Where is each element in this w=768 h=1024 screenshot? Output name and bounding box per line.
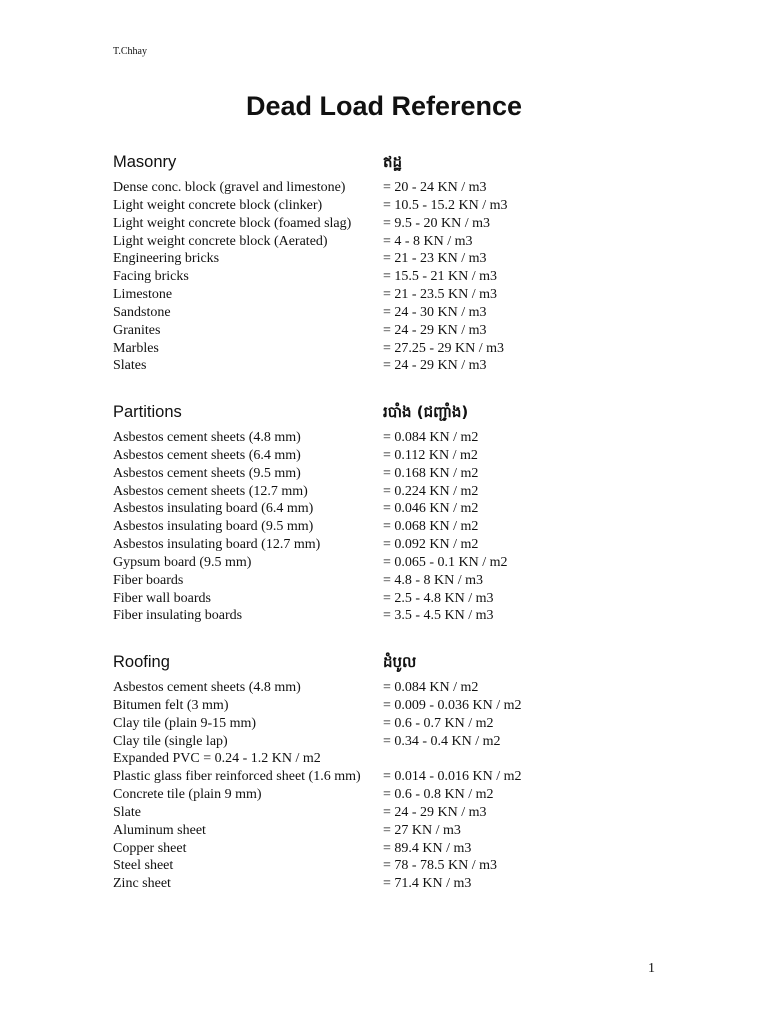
load-value: = 0.092 KN / m2 — [383, 537, 479, 553]
load-row — [113, 679, 673, 697]
load-value: = 0.168 KN / m2 — [383, 465, 479, 481]
load-list — [113, 429, 673, 625]
material-name: Slate — [113, 804, 141, 820]
load-row — [113, 483, 673, 501]
document-title: Dead Load Reference — [245, 91, 523, 121]
load-row — [113, 268, 673, 286]
material-name: Sandstone — [113, 304, 171, 320]
load-row — [113, 179, 673, 197]
material-name: Asbestos insulating board (9.5 mm) — [113, 519, 314, 535]
load-value: = 24 - 29 KN / m3 — [383, 804, 487, 820]
load-row — [113, 215, 673, 233]
load-value: = 89.4 KN / m3 — [383, 840, 472, 856]
material-name: Concrete tile (plain 9 mm) — [113, 787, 262, 803]
load-row — [113, 500, 673, 518]
load-row — [113, 697, 673, 715]
material-name: Steel sheet — [113, 858, 174, 874]
load-row — [113, 590, 673, 608]
load-value: = 3.5 - 4.5 KN / m3 — [383, 608, 494, 624]
load-row — [113, 286, 673, 304]
material-name: Bitumen felt (3 mm) — [113, 697, 229, 713]
material-name: Asbestos cement sheets (4.8 mm) — [113, 430, 301, 445]
load-value: = 0.224 KN / m2 — [383, 483, 479, 499]
load-row — [113, 197, 673, 215]
load-row — [113, 768, 673, 786]
load-value: = 0.014 - 0.016 KN / m2 — [383, 769, 522, 785]
section-heading — [113, 153, 673, 179]
load-value: = 4 - 8 KN / m3 — [383, 233, 473, 249]
section-title: Masonry — [113, 153, 177, 171]
load-value: = 0.34 - 0.4 KN / m2 — [383, 733, 501, 749]
load-row — [113, 607, 673, 625]
load-value: = 0.6 - 0.8 KN / m2 — [383, 787, 494, 803]
section-roofing — [113, 653, 673, 893]
load-list — [113, 179, 673, 375]
load-row — [113, 733, 673, 751]
material-name: Asbestos cement sheets (9.5 mm) — [113, 465, 301, 481]
section-title-khmer: ឥដ្ឋ — [383, 153, 403, 171]
section-title-khmer: របាំង (ជញ្ជាំង) — [383, 403, 469, 421]
load-row — [113, 447, 673, 465]
material-name: Engineering bricks — [113, 251, 220, 267]
section-masonry — [113, 153, 673, 375]
load-value: = 0.6 - 0.7 KN / m2 — [383, 715, 494, 731]
material-name: Light weight concrete block (clinker) — [113, 197, 323, 213]
section-heading — [113, 403, 673, 429]
material-name: Plastic glass fiber reinforced sheet (1.6 mm) — [113, 769, 361, 785]
material-name: Fiber insulating boards — [113, 608, 243, 624]
material-name: Clay tile (single lap) — [113, 733, 228, 749]
material-name: Asbestos cement sheets (4.8 mm) — [113, 680, 301, 695]
load-value: = 27.25 - 29 KN / m3 — [383, 340, 505, 356]
load-row — [113, 250, 673, 268]
load-value: = 24 - 29 KN / m3 — [383, 322, 487, 338]
author-name: T.Chhay — [113, 46, 147, 57]
load-row — [113, 554, 673, 572]
load-row — [113, 875, 673, 893]
page-number: 1 — [648, 961, 655, 976]
load-row — [113, 804, 673, 822]
material-name: Fiber wall boards — [113, 590, 211, 606]
material-name: Limestone — [113, 287, 173, 303]
load-row — [113, 304, 673, 322]
load-row — [113, 822, 673, 840]
load-row — [113, 715, 673, 733]
load-value: = 0.068 KN / m2 — [383, 519, 479, 535]
material-name: Gypsum board (9.5 mm) — [113, 554, 252, 570]
material-name: Light weight concrete block (foamed slag) — [113, 215, 352, 231]
load-value: = 21 - 23.5 KN / m3 — [383, 287, 498, 303]
load-value: = 4.8 - 8 KN / m3 — [383, 572, 484, 588]
material-name: Fiber boards — [113, 572, 184, 588]
section-title-khmer: ដំបូល — [383, 653, 417, 671]
section-heading — [113, 653, 673, 679]
load-row — [113, 750, 673, 768]
load-row — [113, 465, 673, 483]
load-value: = 71.4 KN / m3 — [383, 876, 472, 892]
load-value: = 0.112 KN / m2 — [383, 447, 478, 463]
load-row — [113, 572, 673, 590]
material-name: Granites — [113, 322, 161, 338]
load-row — [113, 233, 673, 251]
load-list — [113, 679, 673, 893]
load-value: = 0.084 KN / m2 — [383, 680, 479, 695]
material-name: Dense conc. block (gravel and limestone) — [113, 180, 346, 195]
material-name: Slates — [113, 358, 147, 374]
section-partitions — [113, 403, 673, 625]
material-name: Marbles — [113, 340, 159, 356]
load-row — [113, 340, 673, 358]
load-value: = 0.046 KN / m2 — [383, 501, 479, 517]
material-name: Zinc sheet — [113, 876, 171, 892]
load-value: = 0.009 - 0.036 KN / m2 — [383, 697, 522, 713]
load-value: = 27 KN / m3 — [383, 822, 461, 838]
material-name: Facing bricks — [113, 269, 189, 285]
load-value: = 0.084 KN / m2 — [383, 430, 479, 445]
material-name: Expanded PVC = 0.24 - 1.2 KN / m2 — [113, 751, 321, 767]
material-name: Aluminum sheet — [113, 822, 206, 838]
load-row — [113, 840, 673, 858]
load-value: = 20 - 24 KN / m3 — [383, 180, 487, 195]
material-name: Asbestos insulating board (6.4 mm) — [113, 501, 314, 517]
material-name: Asbestos cement sheets (6.4 mm) — [113, 447, 301, 463]
section-title: Roofing — [113, 653, 170, 671]
load-row — [113, 322, 673, 340]
section-title: Partitions — [113, 403, 182, 421]
load-row — [113, 357, 673, 375]
load-value: = 15.5 - 21 KN / m3 — [383, 269, 498, 285]
load-row — [113, 786, 673, 804]
load-value: = 0.065 - 0.1 KN / m2 — [383, 554, 508, 570]
load-row — [113, 857, 673, 875]
load-value: = 10.5 - 15.2 KN / m3 — [383, 197, 508, 213]
material-name: Asbestos insulating board (12.7 mm) — [113, 537, 321, 553]
load-value: = 24 - 29 KN / m3 — [383, 358, 487, 374]
material-name: Copper sheet — [113, 840, 187, 856]
material-name: Asbestos cement sheets (12.7 mm) — [113, 483, 308, 499]
load-value: = 21 - 23 KN / m3 — [383, 251, 487, 267]
load-value: = 24 - 30 KN / m3 — [383, 304, 487, 320]
load-value: = 9.5 - 20 KN / m3 — [383, 215, 491, 231]
load-row — [113, 429, 673, 447]
load-value: = 2.5 - 4.8 KN / m3 — [383, 590, 494, 606]
material-name: Clay tile (plain 9-15 mm) — [113, 715, 257, 731]
load-row — [113, 518, 673, 536]
material-name: Light weight concrete block (Aerated) — [113, 233, 328, 249]
load-row — [113, 536, 673, 554]
load-value: = 78 - 78.5 KN / m3 — [383, 858, 498, 874]
